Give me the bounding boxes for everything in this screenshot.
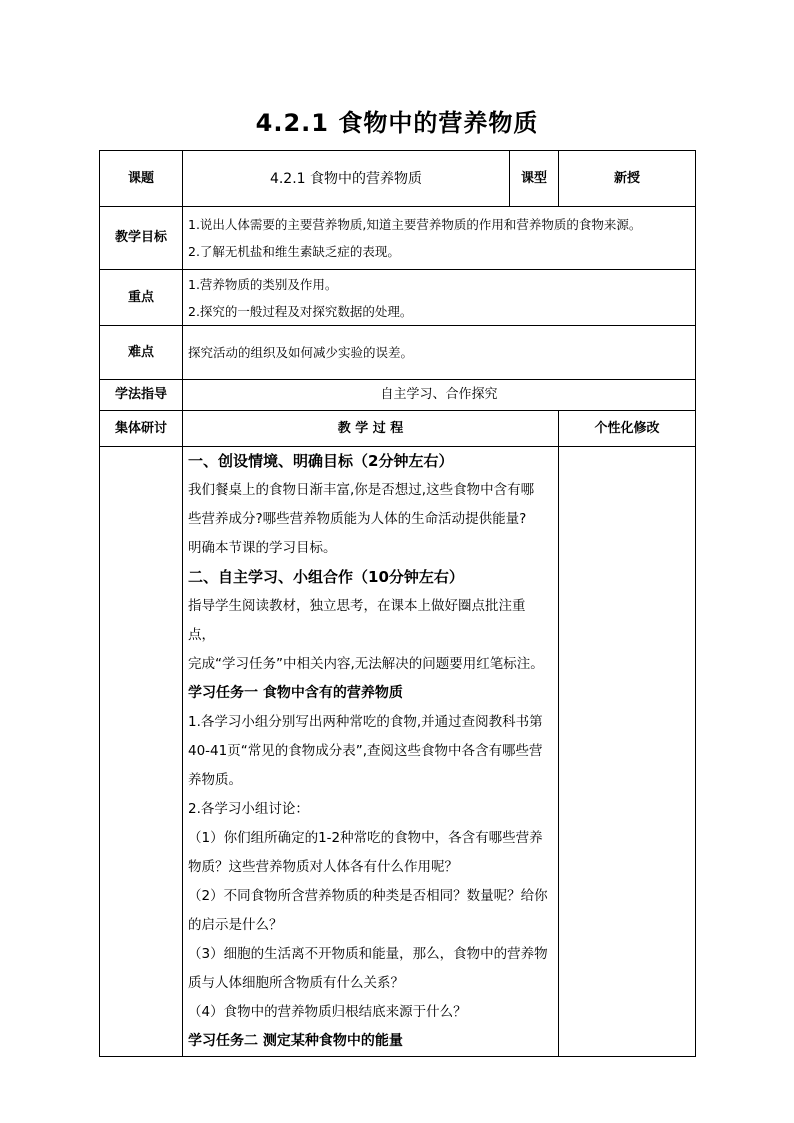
process-line: （1）你们组所确定的1-2种常吃的食物中，各含有哪些营养 bbox=[188, 830, 543, 846]
method-value: 自主学习、合作探究 bbox=[183, 380, 696, 411]
topic-row bbox=[100, 151, 696, 207]
difficulty-content bbox=[183, 326, 696, 380]
objective-line: 1.说出人体需要的主要营养物质,知道主要营养物质的作用和营养物质的食物来源。 bbox=[188, 217, 642, 232]
section-heading: 二、自主学习、小组合作（10分钟左右） bbox=[188, 568, 464, 586]
key-points-content bbox=[183, 270, 696, 326]
task-heading: 学习任务二 测定某种食物中的能量 bbox=[188, 1033, 403, 1049]
process-header-row bbox=[100, 411, 696, 447]
type-value: 新授 bbox=[559, 151, 696, 207]
process-content bbox=[183, 447, 559, 1057]
difficulty-text: 探究活动的组织及如何减少实验的误差。 bbox=[188, 345, 414, 360]
section-heading: 一、创设情境、明确目标（2分钟左右） bbox=[188, 452, 454, 470]
process-line: 1.各学习小组分别写出两种常吃的食物,并通过查阅教科书第 bbox=[188, 714, 543, 730]
process-line: （2）不同食物所含营养物质的种类是否相同？数量呢？给你 bbox=[188, 888, 548, 904]
header-process: 教 学 过 程 bbox=[183, 411, 559, 447]
header-collective: 集体研讨 bbox=[100, 411, 183, 447]
process-line: 些营养成分?哪些营养物质能为人体的生命活动提供能量? bbox=[188, 511, 527, 527]
method-row bbox=[100, 380, 696, 411]
key-points-row bbox=[100, 270, 696, 326]
objectives-label: 教学目标 bbox=[100, 207, 183, 270]
header-personal: 个性化修改 bbox=[559, 411, 696, 447]
difficulty-row bbox=[100, 326, 696, 380]
process-line: 我们餐桌上的食物日渐丰富,你是否想过,这些食物中含有哪 bbox=[188, 482, 535, 498]
method-label: 学法指导 bbox=[100, 380, 183, 411]
objectives-row bbox=[100, 207, 696, 270]
key-point-line: 1.营养物质的类别及作用。 bbox=[188, 276, 338, 292]
topic-value: 4.2.1 食物中的营养物质 bbox=[183, 151, 510, 207]
personal-notes-cell bbox=[559, 447, 696, 1057]
process-line: 物质？这些营养物质对人体各有什么作用呢？ bbox=[188, 859, 458, 875]
objectives-content bbox=[183, 207, 696, 270]
process-line: 明确本节课的学习目标。 bbox=[188, 540, 337, 556]
process-line: 完成“学习任务”中相关内容,无法解决的问题要用红笔标注。 bbox=[188, 656, 544, 672]
objective-line: 2.了解无机盐和维生素缺乏症的表现。 bbox=[188, 244, 400, 259]
collective-cell bbox=[100, 447, 183, 1057]
task-heading: 学习任务一 食物中含有的营养物质 bbox=[188, 685, 403, 701]
topic-label: 课题 bbox=[100, 151, 183, 207]
process-line: 40-41页“常见的食物成分表”,查阅这些食物中各含有哪些营 bbox=[188, 743, 543, 759]
process-line: （3）细胞的生活离不开物质和能量，那么，食物中的营养物 bbox=[188, 946, 548, 962]
difficulty-label: 难点 bbox=[100, 326, 183, 380]
process-line: 养物质。 bbox=[188, 772, 242, 788]
process-row bbox=[100, 447, 696, 1057]
lesson-plan-table bbox=[99, 150, 696, 1057]
process-line: （4）食物中的营养物质归根结底来源于什么？ bbox=[188, 1004, 467, 1020]
process-line: 质与人体细胞所含物质有什么关系？ bbox=[188, 975, 404, 991]
process-line: 的启示是什么？ bbox=[188, 917, 283, 933]
process-line: 2.各学习小组讨论： bbox=[188, 801, 309, 817]
process-line: 指导学生阅读教材，独立思考，在课本上做好圈点批注重点， bbox=[188, 598, 526, 643]
page-title: 4.2.1 食物中的营养物质 bbox=[255, 109, 539, 137]
type-label: 课型 bbox=[510, 151, 559, 207]
key-points-label: 重点 bbox=[100, 270, 183, 326]
key-point-line: 2.探究的一般过程及对探究数据的处理。 bbox=[188, 303, 413, 319]
